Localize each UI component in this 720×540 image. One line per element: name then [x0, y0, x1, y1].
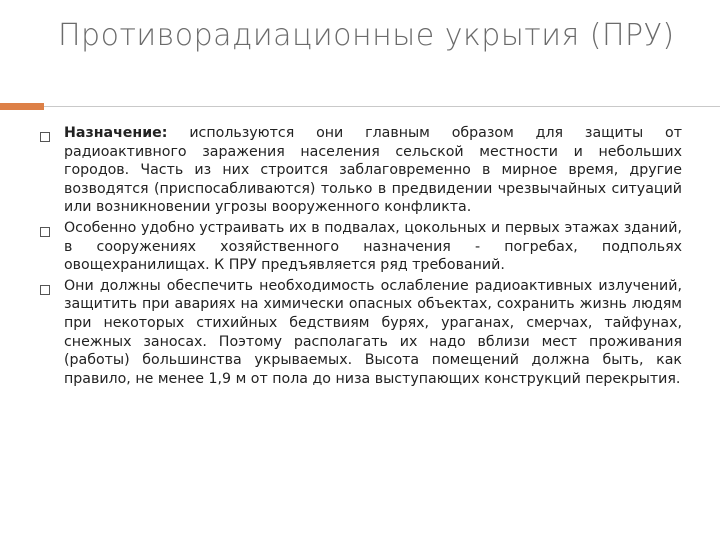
bullet-item [36, 219, 682, 275]
bullet-body: Особенно удобно устраивать их в подвалах, цокольных и первых этажах зданий, в сооружениях хозяйственного назначения - погребах, подпольях овощехранилищах. К ПРУ предъявляется ряд требований. [64, 219, 682, 274]
bullet-text [64, 124, 682, 217]
bullet-body: используются они главным образом для защиты от радиоактивного заражения населения сельской местности и небольших городов. Часть из них строится заблаговременно в мирное время, другие возводятся (приспосабливаются) только в предвидении чрезвычайных ситуаций или возникновении угрозы вооруженного конфликта. [64, 125, 682, 216]
bullet-lead: Назначение: [64, 125, 168, 141]
accent-bar [0, 103, 44, 110]
title-divider [44, 106, 720, 107]
square-bullet-icon [40, 227, 50, 237]
bullet-item [36, 124, 682, 217]
square-bullet-icon [40, 285, 50, 295]
slide-header [0, 0, 720, 108]
slide-title: Противорадиационные укрытия (ПРУ) [58, 18, 675, 53]
slide-body [36, 124, 682, 388]
bullet-item [36, 277, 682, 389]
bullet-text [64, 277, 682, 389]
square-bullet-icon [40, 132, 50, 142]
bullet-body: Они должны обеспечить необходимость ослабление радиоактивных излучений, защитить при авариях на химически опасных объектах, сохранить жизнь людям при некоторых стихийных бедствиям бурях, ураганах, смерчах, тайфунах, снежных заносах. Поэтому располагать их надо вблизи мест проживания (работы) большинства укрываемых. Высота помещений должна быть, как правило, не менее 1,9 м от пола до низа выступающих конструкций перекрытия. [64, 277, 682, 387]
bullet-text [64, 219, 682, 275]
